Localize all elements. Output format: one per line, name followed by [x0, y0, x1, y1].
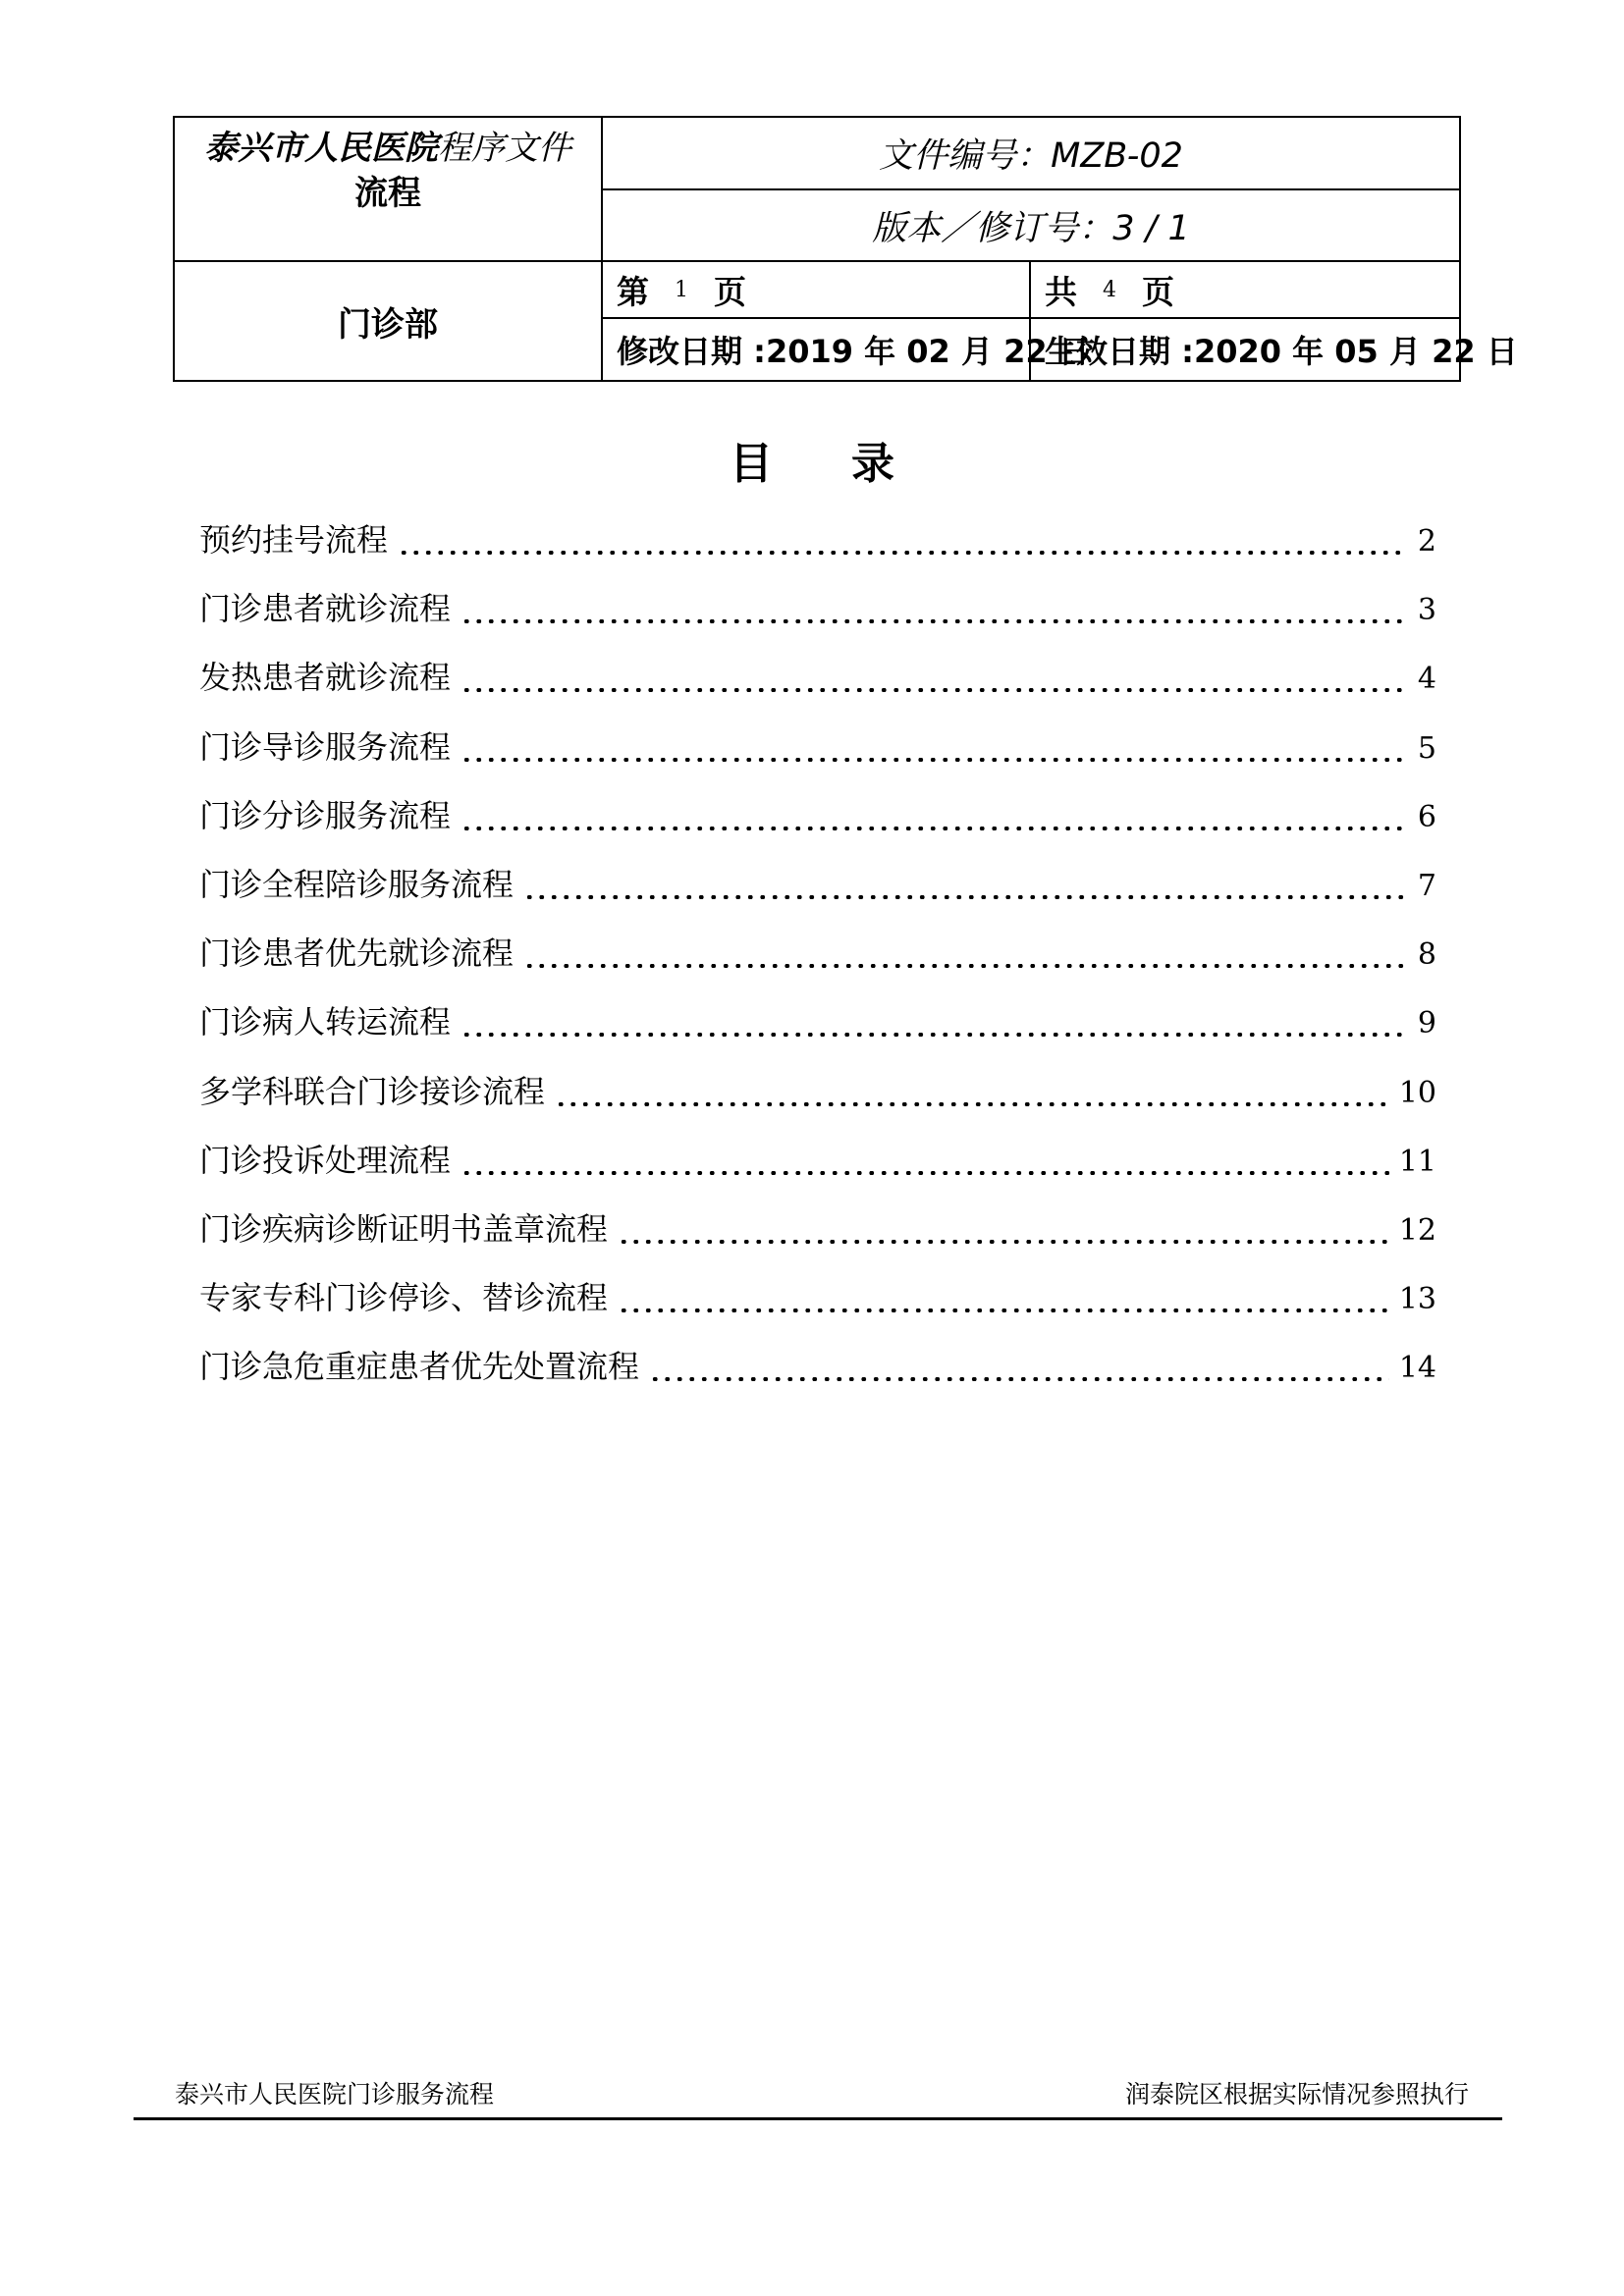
- toc-entry-page: 5: [1417, 730, 1436, 766]
- total-pages: 4: [1103, 277, 1116, 302]
- toc-entry[interactable]: [199, 1273, 1436, 1342]
- total-label-post: 页: [1142, 272, 1174, 311]
- toc-entry-title: 专家专科门诊停诊、替诊流程: [199, 1279, 609, 1317]
- toc-entry-title: 门诊患者就诊流程: [199, 590, 452, 628]
- footer-left-text: 泰兴市人民医院门诊服务流程: [175, 2080, 495, 2109]
- toc-entry-page: 11: [1398, 1144, 1436, 1179]
- toc-leader-dots: [618, 1240, 1389, 1244]
- document-number: 文件编号：MZB-02: [603, 118, 1459, 190]
- modified-date: 修改日期 :2019 年 02 月 22 日: [603, 319, 1031, 380]
- toc-entry-page: 14: [1398, 1351, 1436, 1386]
- page-footer: [134, 2075, 1502, 2116]
- toc-entry-page: 7: [1417, 868, 1436, 903]
- department-name: 门诊部: [175, 262, 603, 380]
- toc-entry-title: 门诊分诊服务流程: [199, 796, 452, 834]
- toc-leader-dots: [398, 551, 1405, 555]
- toc-leader-dots: [618, 1308, 1389, 1312]
- toc-leader-dots: [460, 1171, 1389, 1175]
- toc-entry-page: 9: [1417, 1006, 1436, 1041]
- toc-leader-dots: [460, 619, 1405, 623]
- footer-right-text: 润泰院区根据实际情况参照执行: [1124, 2080, 1469, 2109]
- toc-entry-page: 2: [1417, 524, 1436, 559]
- table-of-contents: [199, 515, 1436, 1411]
- toc-entry[interactable]: [199, 1136, 1436, 1204]
- toc-entry[interactable]: [199, 653, 1436, 721]
- toc-leader-dots: [460, 827, 1405, 830]
- document-header-table: [173, 116, 1518, 382]
- page-label-pre: 第: [617, 272, 649, 311]
- toc-entry-page: 12: [1398, 1212, 1436, 1248]
- toc-entry-title: 发热患者就诊流程: [199, 659, 452, 697]
- toc-leader-dots: [523, 895, 1405, 899]
- page-label-post: 页: [714, 272, 746, 311]
- toc-leader-dots: [523, 964, 1405, 968]
- toc-entry-title: 门诊患者优先就诊流程: [199, 934, 514, 973]
- toc-leader-dots: [460, 1033, 1405, 1037]
- toc-leader-dots: [555, 1102, 1389, 1106]
- toc-entry-title: 多学科联合门诊接诊流程: [199, 1072, 546, 1110]
- toc-entry-title: 门诊投诉处理流程: [199, 1141, 452, 1179]
- toc-entry-title: 门诊导诊服务流程: [199, 727, 452, 766]
- toc-entry[interactable]: [199, 1204, 1436, 1273]
- toc-leader-dots: [649, 1377, 1389, 1381]
- toc-entry[interactable]: [199, 860, 1436, 929]
- toc-entry[interactable]: [199, 722, 1436, 791]
- toc-entry[interactable]: [199, 929, 1436, 997]
- toc-entry-page: 6: [1417, 799, 1436, 834]
- effective-date: 生效日期 :2020 年 05 月 22 日: [1045, 333, 1518, 370]
- toc-entry-title: 预约挂号流程: [199, 521, 389, 559]
- toc-entry-title: 门诊全程陪诊服务流程: [199, 865, 514, 903]
- organization-name-bold: 泰兴市人民医院: [204, 129, 438, 168]
- toc-entry[interactable]: [199, 1067, 1436, 1136]
- toc-entry-page: 10: [1398, 1075, 1436, 1110]
- footer-divider: [134, 2117, 1502, 2120]
- toc-entry-title: 门诊疾病诊断证明书盖章流程: [199, 1209, 609, 1248]
- toc-entry-page: 3: [1417, 593, 1436, 628]
- page-number: 1: [675, 277, 688, 302]
- toc-leader-dots: [460, 688, 1405, 692]
- toc-entry[interactable]: [199, 515, 1436, 584]
- toc-leader-dots: [460, 758, 1405, 762]
- toc-entry[interactable]: [199, 584, 1436, 653]
- toc-entry-title: 门诊病人转运流程: [199, 1003, 452, 1041]
- total-pages-cell: [1031, 262, 1459, 319]
- toc-entry[interactable]: [199, 997, 1436, 1066]
- page-number-cell: [603, 262, 1031, 319]
- toc-entry-page: 8: [1417, 937, 1436, 973]
- toc-title: 目录: [730, 439, 973, 489]
- total-label-pre: 共: [1045, 272, 1077, 311]
- organization-name-rest: 程序文件: [438, 129, 571, 168]
- document-version: 版本／修订号：3 / 1: [603, 190, 1459, 262]
- toc-entry[interactable]: [199, 1342, 1436, 1411]
- organization-cell: [175, 118, 603, 262]
- toc-entry-page: 4: [1417, 662, 1436, 697]
- organization-name: [204, 126, 571, 171]
- document-type: 流程: [354, 174, 421, 213]
- toc-entry[interactable]: [199, 791, 1436, 860]
- toc-entry-page: 13: [1398, 1282, 1436, 1317]
- toc-entry-title: 门诊急危重症患者优先处置流程: [199, 1348, 640, 1386]
